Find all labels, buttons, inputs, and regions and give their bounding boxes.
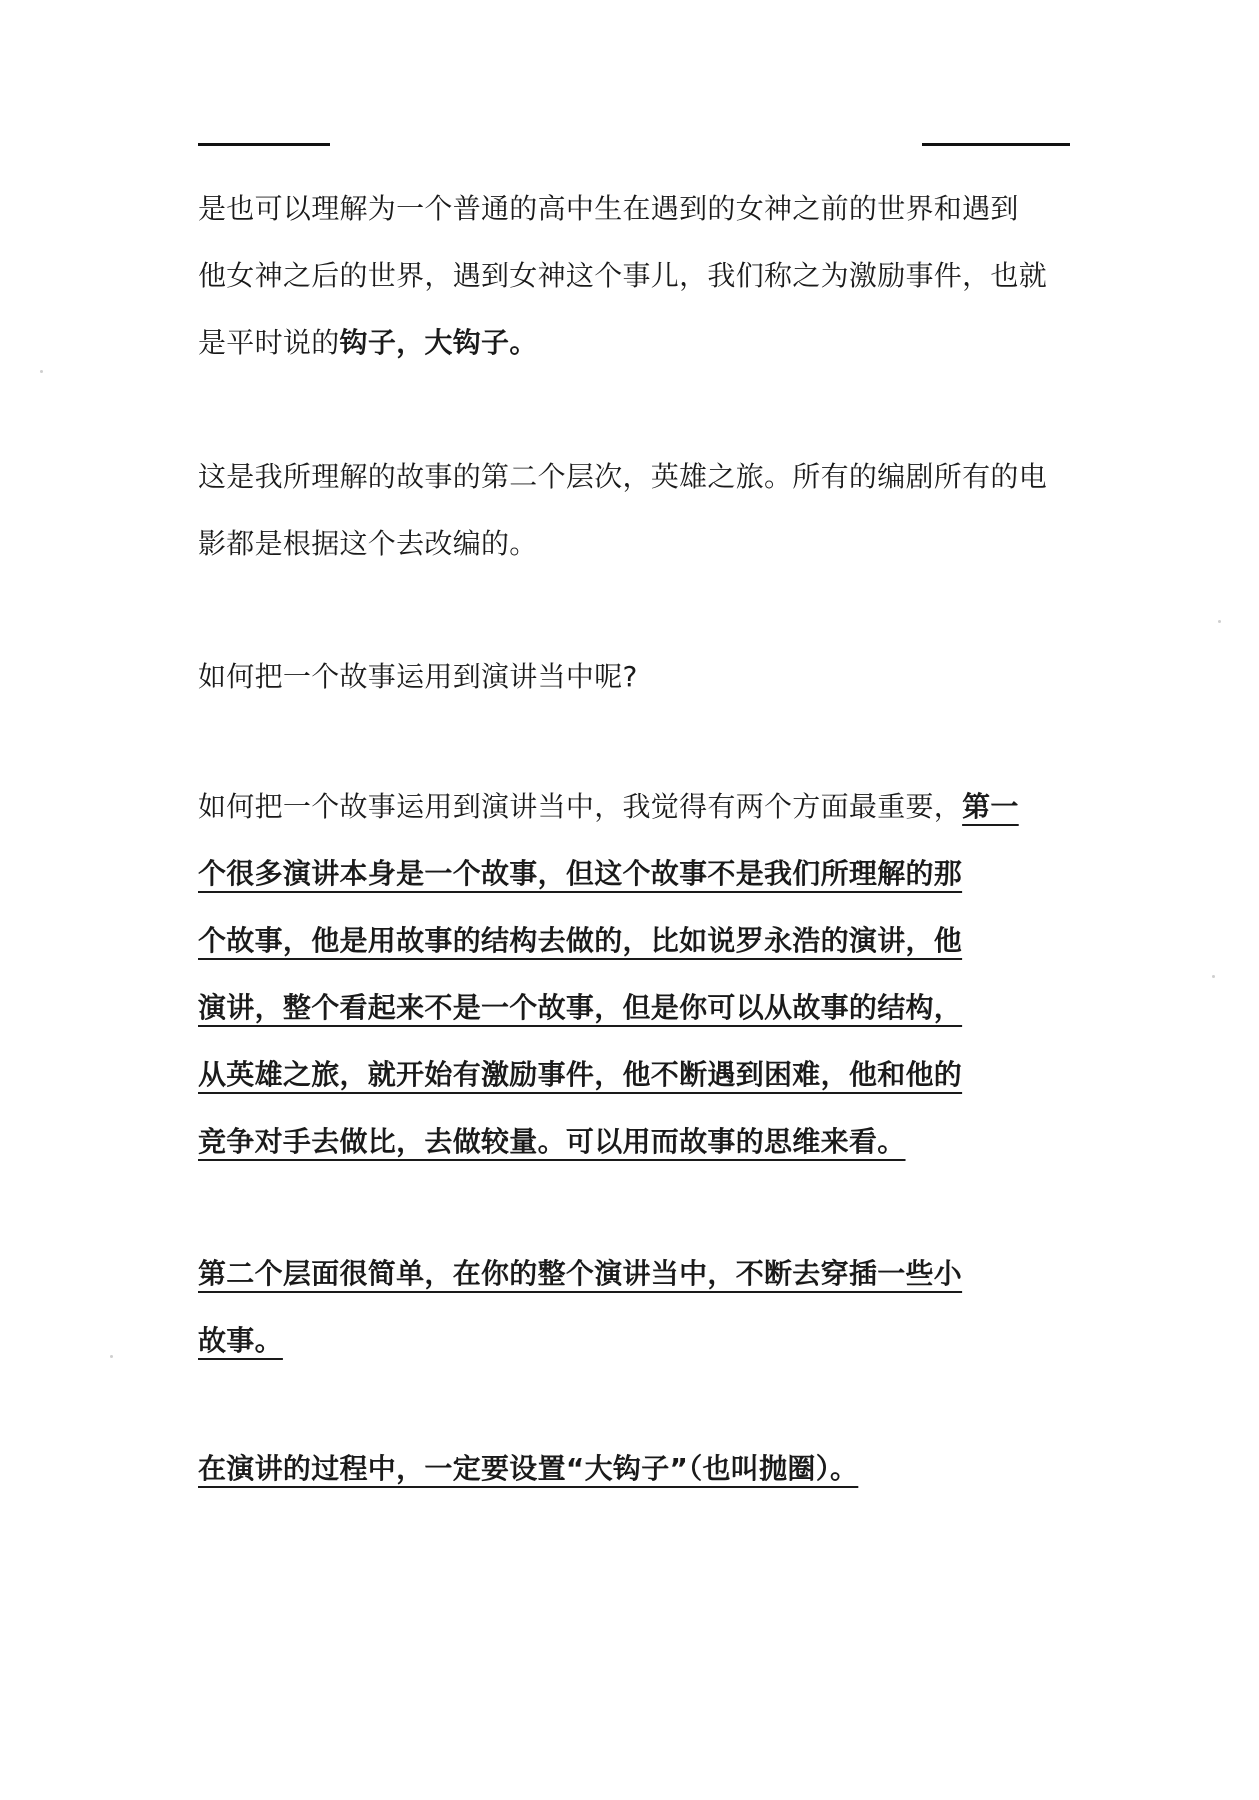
paragraph-3 bbox=[198, 643, 1068, 710]
paragraph-4-line-2: 个很多演讲本身是一个故事，但这个故事不是我们所理解的那 bbox=[198, 857, 963, 890]
paragraph-1 bbox=[198, 175, 1068, 376]
paragraph-2-line-2: 影都是根据这个去改编的。 bbox=[198, 527, 538, 560]
header-rule-left bbox=[198, 143, 330, 146]
paragraph-4-line-3: 个故事，他是用故事的结构去做的，比如说罗永浩的演讲，他 bbox=[198, 924, 963, 957]
paragraph-4-line-1-underlined: 第一 bbox=[962, 790, 1019, 823]
scan-speck bbox=[40, 370, 43, 373]
paragraph-5 bbox=[198, 1240, 1068, 1374]
paragraph-6-line-1: 在演讲的过程中，一定要设置“大钩子”（也叫抛圈）。 bbox=[198, 1452, 859, 1485]
header-rule-right bbox=[922, 143, 1070, 146]
paragraph-1-bold-hook: 钩子，大钩子。 bbox=[339, 326, 538, 359]
paragraph-4-line-1-plain: 如何把一个故事运用到演讲当中，我觉得有两个方面最重要， bbox=[198, 790, 963, 823]
paragraph-2-line-1: 这是我所理解的故事的第二个层次，英雄之旅。所有的编剧所有的电 bbox=[198, 460, 1048, 493]
paragraph-4 bbox=[198, 773, 1068, 1175]
paragraph-4-line-1 bbox=[198, 773, 1068, 840]
paragraph-4-line-6: 竞争对手去做比，去做较量。可以用而故事的思维来看。 bbox=[198, 1125, 906, 1158]
scan-speck bbox=[1218, 620, 1221, 623]
paragraph-4-line-4: 演讲，整个看起来不是一个故事，但是你可以从故事的结构， bbox=[198, 991, 963, 1024]
paragraph-4-line-5: 从英雄之旅，就开始有激励事件，他不断遇到困难，他和他的 bbox=[198, 1058, 963, 1091]
paragraph-6 bbox=[198, 1435, 1068, 1502]
scan-speck bbox=[1212, 975, 1215, 978]
paragraph-1-line-3 bbox=[198, 309, 1068, 376]
paragraph-2 bbox=[198, 443, 1068, 577]
paragraph-1-line-1: 是也可以理解为一个普通的高中生在遇到的女神之前的世界和遇到 bbox=[198, 192, 1019, 225]
paragraph-1-line-2: 他女神之后的世界，遇到女神这个事儿，我们称之为激励事件，也就 bbox=[198, 259, 1048, 292]
paragraph-3-line-1: 如何把一个故事运用到演讲当中呢? bbox=[198, 660, 638, 693]
paragraph-1-line-3-plain: 是平时说的 bbox=[198, 326, 340, 359]
paragraph-5-line-2: 故事。 bbox=[198, 1324, 283, 1357]
paragraph-5-line-1: 第二个层面很简单，在你的整个演讲当中，不断去穿插一些小 bbox=[198, 1257, 963, 1290]
scan-speck bbox=[110, 1355, 113, 1358]
